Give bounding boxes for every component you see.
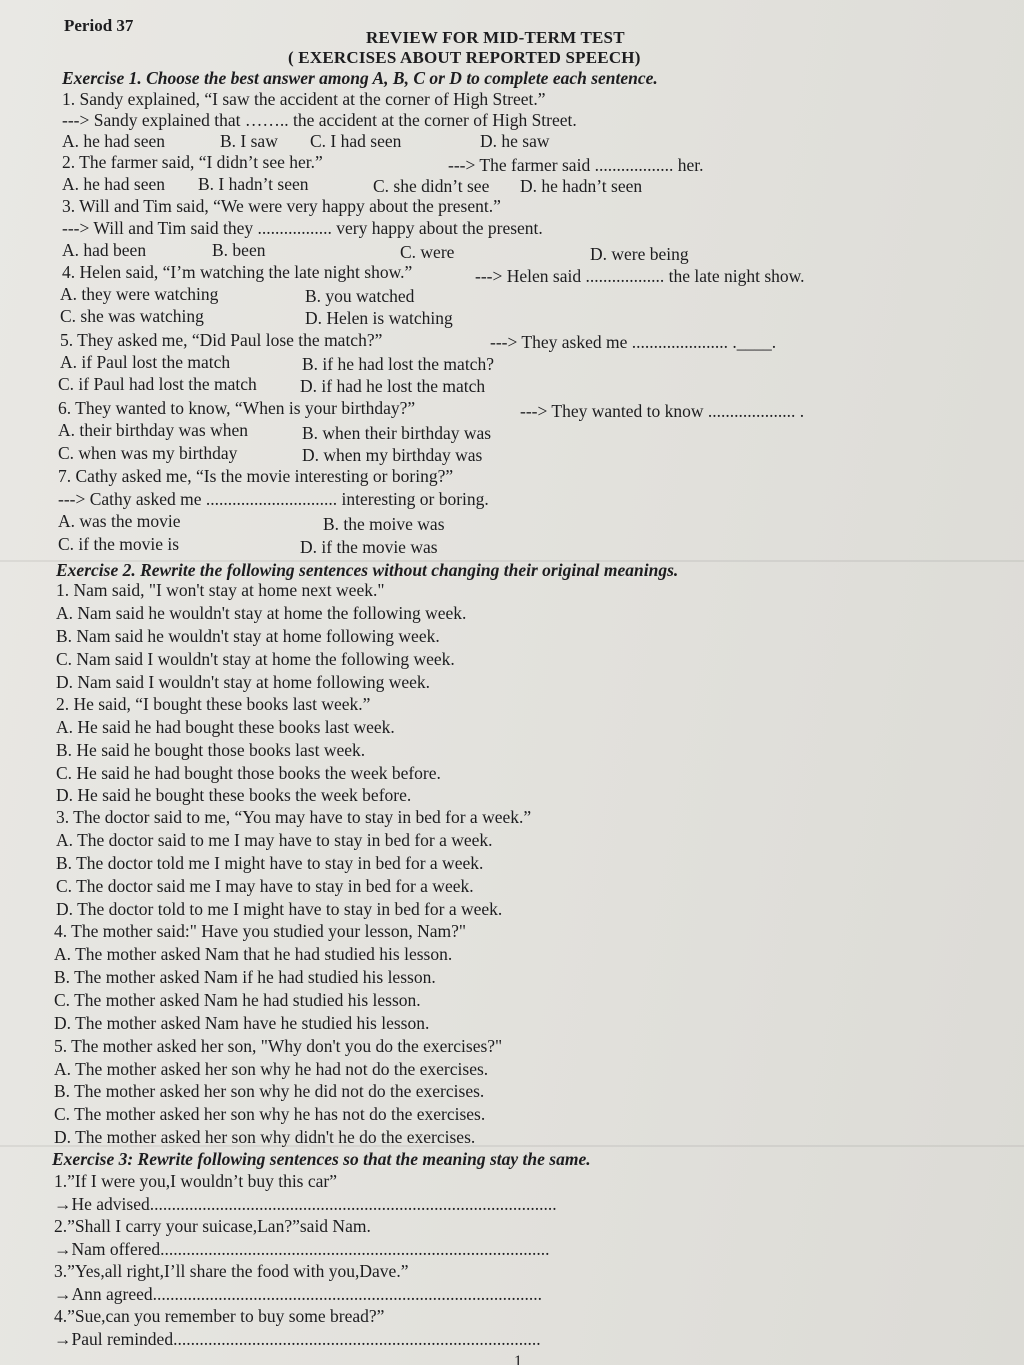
ex2-q1-option-b: B. Nam said he wouldn't stay at home following week.	[56, 626, 440, 646]
ex1-q2-option-a: A. he had seen	[62, 174, 166, 194]
ex1-q3-option-d: D. were being	[590, 244, 689, 264]
exercise-2-heading: Exercise 2. Rewrite the following sentences without changing their original meanings.	[56, 560, 679, 580]
ex2-q4-prompt: 4. The mother said:" Have you studied your lesson, Nam?"	[54, 921, 467, 941]
page-number: 1	[514, 1353, 522, 1365]
ex1-q1-reported: ---> Sandy explained that …….. the accident at the corner of High Street.	[62, 110, 577, 130]
ex2-q4-option-c: C. The mother asked Nam he had studied his lesson.	[54, 990, 421, 1010]
ex1-q3-option-b: B. been	[212, 240, 266, 260]
ex1-q4-option-b: B. you watched	[305, 286, 415, 306]
ex1-q6-prompt: 6. They wanted to know, “When is your birthday?”	[58, 398, 416, 418]
ex1-q6-option-d: D. when my birthday was	[302, 445, 483, 465]
ex1-q4-prompt: 4. Helen said, “I’m watching the late night show.”	[62, 262, 413, 282]
ex2-q5-option-d: D. The mother asked her son why didn't he do the exercises.	[54, 1127, 476, 1147]
ex1-q7-prompt: 7. Cathy asked me, “Is the movie interesting or boring?”	[58, 466, 454, 486]
ex2-q4-option-a: A. The mother asked Nam that he had studied his lesson.	[54, 944, 453, 964]
ex1-q7-option-c: C. if the movie is	[58, 534, 180, 554]
ex1-q6-reported: ---> They wanted to know .................... .	[520, 401, 805, 421]
ex2-q5-option-b: B. The mother asked her son why he did not do the exercises.	[54, 1081, 485, 1101]
ex1-q1-option-b: B. I saw	[220, 131, 278, 151]
ex1-q1-option-a: A. he had seen	[62, 131, 166, 151]
ex1-q3-reported: ---> Will and Tim said they ................. very happy about the present.	[62, 218, 543, 238]
ex1-q6-option-a: A. their birthday was when	[58, 420, 249, 440]
ex1-q2-option-c: C. she didn’t see	[373, 176, 490, 196]
ex1-q5-option-a: A. if Paul lost the match	[60, 352, 231, 372]
ex1-q4-option-d: D. Helen is watching	[305, 308, 453, 328]
page-subtitle: ( EXERCISES ABOUT REPORTED SPEECH)	[288, 48, 641, 67]
ex1-q4-reported: ---> Helen said .................. the late night show.	[475, 266, 805, 286]
ex2-q4-option-b: B. The mother asked Nam if he had studied his lesson.	[54, 967, 436, 987]
ex2-q3-option-b: B. The doctor told me I might have to stay in bed for a week.	[56, 853, 484, 873]
ex2-q3-option-a: A. The doctor said to me I may have to stay in bed for a week.	[56, 830, 493, 850]
ex2-q4-option-d: D. The mother asked Nam have he studied his lesson.	[54, 1013, 430, 1033]
ex2-q2-option-a: A. He said he had bought these books last week.	[56, 717, 395, 737]
ex1-q3-option-a: A. had been	[62, 240, 147, 260]
period-label: Period 37	[64, 16, 134, 35]
ex2-q2-option-b: B. He said he bought those books last week.	[56, 740, 366, 760]
ex3-q4-prompt: 4.”Sue,can you remember to buy some bread?”	[54, 1306, 385, 1326]
ex1-q7-option-a: A. was the movie	[58, 511, 181, 531]
ex1-q7-option-b: B. the moive was	[323, 514, 445, 534]
ex3-q2-answer-line: →Nam offered.........................................................................................	[54, 1239, 550, 1259]
ex1-q4-option-a: A. they were watching	[60, 284, 219, 304]
ex1-q1-prompt: 1. Sandy explained, “I saw the accident at the corner of High Street.”	[62, 89, 546, 109]
ex1-q7-reported: ---> Cathy asked me .............................. interesting or boring.	[58, 489, 489, 509]
ex3-q4-answer-line: →Paul reminded....................................................................................	[54, 1329, 541, 1349]
ex2-q2-prompt: 2. He said, “I bought these books last week.”	[56, 694, 371, 714]
ex1-q2-reported: ---> The farmer said .................. her.	[448, 155, 704, 175]
ex1-q3-prompt: 3. Will and Tim said, “We were very happy about the present.”	[62, 196, 501, 216]
ex1-q5-option-c: C. if Paul had lost the match	[58, 374, 257, 394]
ex2-q3-option-c: C. The doctor said me I may have to stay in bed for a week.	[56, 876, 474, 896]
ex1-q1-option-c: C. I had seen	[310, 131, 402, 151]
ex2-q2-option-d: D. He said he bought these books the week before.	[56, 785, 412, 805]
page-title: REVIEW FOR MID-TERM TEST	[366, 28, 625, 47]
ex1-q5-option-b: B. if he had lost the match?	[302, 354, 494, 374]
ex1-q4-option-c: C. she was watching	[60, 306, 204, 326]
ex2-q5-option-a: A. The mother asked her son why he had not do the exercises.	[54, 1059, 489, 1079]
ex3-q3-prompt: 3.”Yes,all right,I’ll share the food with you,Dave.”	[54, 1261, 409, 1281]
ex2-q5-prompt: 5. The mother asked her son, "Why don't you do the exercises?"	[54, 1036, 503, 1056]
ex2-q1-option-a: A. Nam said he wouldn't stay at home the following week.	[56, 603, 467, 623]
ex1-q7-option-d: D. if the movie was	[300, 537, 438, 557]
ex1-q2-option-b: B. I hadn’t seen	[198, 174, 309, 194]
ex3-q3-answer-line: →Ann agreed.........................................................................................	[54, 1284, 543, 1304]
ex1-q2-option-d: D. he hadn’t seen	[520, 176, 643, 196]
ex2-q3-prompt: 3. The doctor said to me, “You may have to stay in bed for a week.”	[56, 807, 532, 827]
ex1-q6-option-b: B. when their birthday was	[302, 423, 492, 443]
ex1-q3-option-c: C. were	[400, 242, 455, 262]
ex3-q1-prompt: 1.”If I were you,I wouldn’t buy this car”	[54, 1171, 337, 1191]
ex2-q5-option-c: C. The mother asked her son why he has not do the exercises.	[54, 1104, 486, 1124]
ex2-q1-prompt: 1. Nam said, "I won't stay at home next week."	[56, 580, 385, 600]
ex1-q5-option-d: D. if had he lost the match	[300, 376, 486, 396]
ex1-q5-prompt: 5. They asked me, “Did Paul lose the match?”	[60, 330, 383, 350]
ex2-q1-option-c: C. Nam said I wouldn't stay at home the following week.	[56, 649, 455, 669]
exercise-3-heading: Exercise 3: Rewrite following sentences so that the meaning stay the same.	[52, 1149, 591, 1169]
ex1-q1-option-d: D. he saw	[480, 131, 550, 151]
ex2-q3-option-d: D. The doctor told to me I might have to stay in bed for a week.	[56, 899, 503, 919]
ex2-q1-option-d: D. Nam said I wouldn't stay at home following week.	[56, 672, 430, 692]
ex2-q2-option-c: C. He said he had bought those books the week before.	[56, 763, 441, 783]
ex3-q1-answer-line: →He advised.............................................................................................	[54, 1194, 557, 1214]
ex1-q6-option-c: C. when was my birthday	[58, 443, 238, 463]
ex3-q2-prompt: 2.”Shall I carry your suicase,Lan?”said Nam.	[54, 1216, 371, 1236]
ex1-q2-prompt: 2. The farmer said, “I didn’t see her.”	[62, 152, 323, 172]
ex1-q5-reported: ---> They asked me ...................... .____.	[490, 332, 777, 352]
exercise-1-heading: Exercise 1. Choose the best answer among A, B, C or D to complete each sentence.	[62, 68, 658, 88]
